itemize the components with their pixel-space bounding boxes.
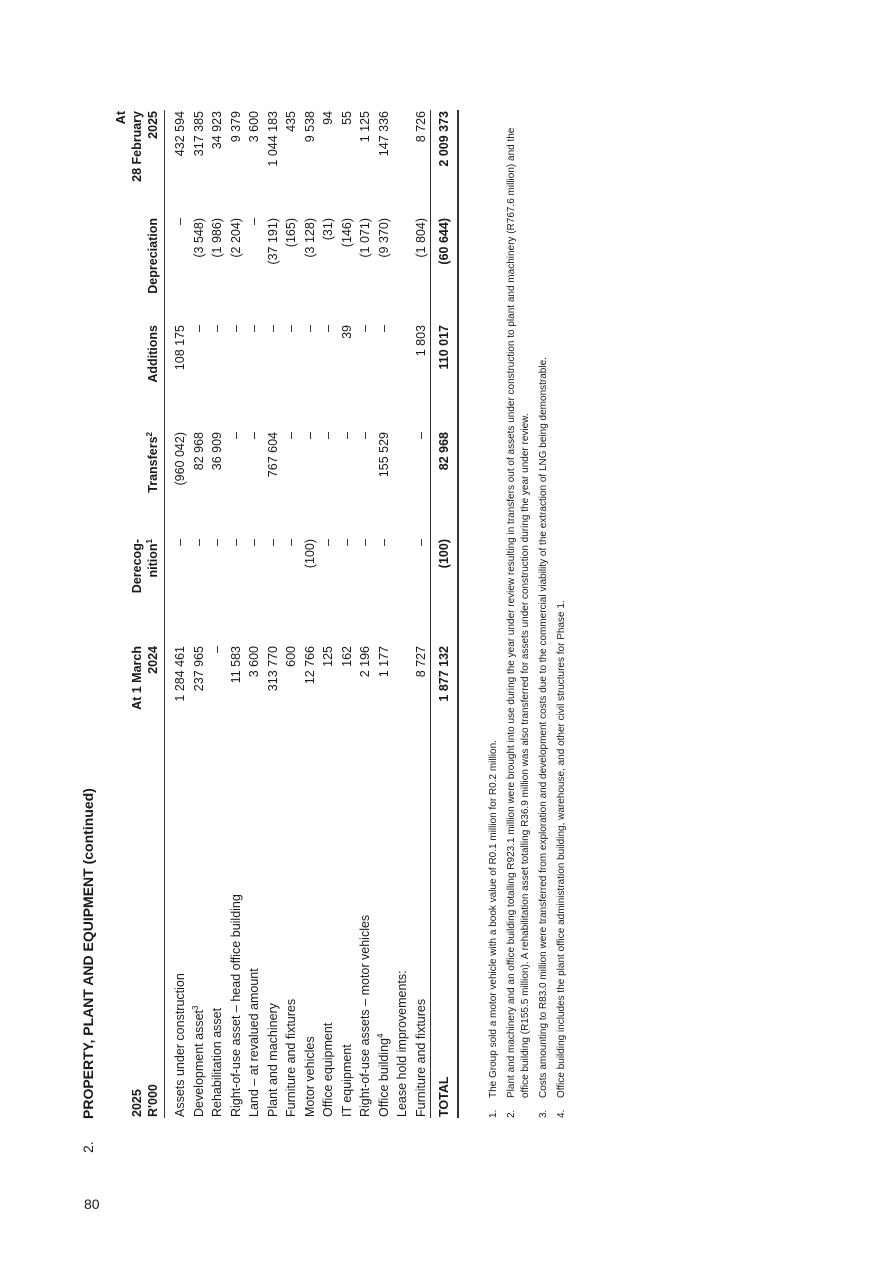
value-cell: 155 529 [376, 432, 391, 478]
footnote [555, 110, 569, 1118]
value-cell: (1 804) [413, 218, 428, 258]
table-row [356, 110, 375, 1118]
value-cell: 600 [284, 646, 298, 667]
value-cell: (1 071) [358, 218, 372, 258]
value-cell: – [284, 325, 298, 332]
total-row [431, 110, 458, 1118]
value-cell: 125 [321, 646, 335, 667]
column-header [113, 645, 165, 752]
footnotes [487, 110, 573, 1118]
row-label [301, 752, 320, 1118]
value-cell: – [284, 432, 298, 439]
total-value-cell: 82 968 [431, 431, 458, 538]
value-cell: – [321, 432, 335, 439]
value-cell: – [210, 539, 224, 546]
value-cell: – [191, 539, 206, 546]
row-label [245, 752, 264, 1118]
value-cell: (9 370) [376, 218, 391, 258]
total-value-cell: (100) [431, 538, 458, 645]
value-cell: (960 042) [173, 432, 187, 486]
column-header [113, 217, 165, 324]
value-cell: (3 128) [302, 218, 317, 258]
header-label [113, 752, 165, 1118]
value-cell: 8 727 [413, 646, 428, 678]
table-row [245, 110, 264, 1118]
column-header-line: 2024 [146, 646, 160, 674]
value-cell: 1 044 183 [265, 111, 280, 167]
footnote [487, 110, 501, 1118]
value-cell: – [228, 539, 243, 546]
footnote-ref: 2 [144, 432, 154, 437]
row-label [319, 752, 338, 1118]
value-cell: – [339, 539, 354, 546]
row-label-text: Lease hold improvements: [395, 970, 409, 1117]
row-label [338, 752, 357, 1118]
value-cell: – [247, 539, 261, 546]
value-cell: – [358, 539, 372, 546]
value-cell: – [210, 325, 224, 332]
row-label-text: Plant and machinery [265, 1003, 280, 1117]
value-cell: – [321, 539, 335, 546]
column-header-line: At 1 March [130, 646, 144, 710]
column-header-line: Depreciation [146, 218, 160, 294]
value-cell: (3 548) [191, 218, 206, 258]
value-cell [393, 217, 412, 324]
row-label [412, 752, 431, 1118]
column-header-line: At [114, 111, 128, 125]
value-cell: 8 726 [413, 111, 428, 143]
section-title: PROPERTY, PLANT AND EQUIPMENT (continued) [80, 788, 96, 1119]
row-label [227, 752, 246, 1118]
value-cell: – [247, 432, 261, 439]
header-row [113, 110, 165, 1118]
footnote-number: 1. [488, 1109, 499, 1118]
total-value-cell: (60 644) [431, 217, 458, 324]
row-label-text: Office equipment [321, 1022, 335, 1117]
value-cell [393, 431, 412, 538]
value-cell: 313 770 [265, 646, 280, 692]
row-label [171, 752, 190, 1118]
table-row [319, 110, 338, 1118]
value-cell: – [265, 539, 280, 546]
column-header [113, 324, 165, 431]
column-header-line: Additions [146, 325, 160, 383]
row-label-text: Rehabilitation asset [210, 1007, 224, 1117]
row-label-text: Office building [376, 1038, 391, 1117]
header-year: 2025 [130, 1089, 144, 1117]
table-row [282, 110, 301, 1118]
value-cell: (2 204) [228, 218, 243, 258]
value-cell: – [339, 432, 354, 439]
value-cell: – [191, 325, 206, 332]
value-cell: (1 986) [210, 218, 224, 258]
table-row [412, 110, 431, 1118]
value-cell: 108 175 [173, 325, 187, 371]
value-cell: – [284, 539, 298, 546]
row-label [208, 752, 227, 1118]
footnote-text: Costs amounting to R83.0 million were transferred from exploration and development costs due to the commercial viability of the extraction of LNG being demonstrable. [538, 357, 549, 1098]
table-row [227, 110, 246, 1118]
value-cell: 1 177 [376, 646, 391, 678]
table-body [165, 110, 458, 1118]
table-row [393, 110, 412, 1118]
row-label-text: Motor vehicles [302, 1036, 317, 1117]
value-cell [393, 538, 412, 645]
value-cell: – [228, 325, 243, 332]
value-cell: (146) [339, 218, 354, 248]
section-heading [80, 788, 96, 1153]
footnote-ref: 3 [190, 1005, 200, 1010]
value-cell: (37 191) [265, 218, 280, 265]
row-label-text: Assets under construction [173, 973, 187, 1117]
table-row [301, 110, 320, 1118]
footnote-number: 2. [506, 1109, 517, 1118]
value-cell: (100) [302, 539, 317, 569]
value-cell: – [302, 325, 317, 332]
row-label [375, 752, 394, 1118]
value-cell: 1 803 [413, 325, 428, 357]
header-unit: R'000 [146, 1084, 160, 1117]
value-cell: 9 538 [302, 111, 317, 143]
total-label: TOTAL [431, 752, 458, 1118]
value-cell: – [321, 325, 335, 332]
value-cell: 36 909 [210, 432, 224, 471]
value-cell [393, 110, 412, 217]
value-cell: (165) [284, 218, 298, 248]
footnote-number: 4. [556, 1109, 567, 1118]
value-cell: – [358, 432, 372, 439]
column-header-line: 28 February [130, 111, 144, 182]
value-cell [393, 324, 412, 431]
total-value-cell: 1 877 132 [431, 645, 458, 752]
value-cell: 3 600 [247, 111, 261, 143]
value-cell [393, 645, 412, 752]
value-cell: 11 583 [228, 646, 243, 684]
row-label-text: Development asset [191, 1009, 206, 1117]
value-cell: – [247, 218, 261, 225]
row-label [393, 752, 412, 1118]
value-cell: 432 594 [173, 111, 187, 157]
value-cell: – [173, 539, 187, 546]
value-cell: – [173, 218, 187, 225]
section-number: 2. [80, 1141, 96, 1153]
footnote-text: Plant and machinery and an office building totalling R923.1 million were brought into use during the year under review resulting in transfers out of assets under construction to plant and machinery (R767.6 million) and the office building (R155.5 million). A rehabilitation asset totalling R36.9 million was also transferred for assets under construction during the year under review. [506, 127, 531, 1098]
ppe-movement-table [113, 110, 459, 1118]
column-header-line: Derecog- [130, 539, 144, 594]
total-value-cell: 110 017 [431, 324, 458, 431]
value-cell: 3 600 [247, 646, 261, 678]
footnote [505, 110, 533, 1118]
footnote-ref: 1 [144, 539, 154, 544]
footnote-ref: 4 [375, 1033, 385, 1038]
column-header-line: nition [146, 543, 160, 578]
value-cell: – [413, 539, 428, 546]
table-row [338, 110, 357, 1118]
value-cell: 435 [284, 111, 298, 132]
row-label-text: Furniture and fixtures [284, 998, 298, 1117]
value-cell: 1 125 [358, 111, 372, 143]
row-label [282, 752, 301, 1118]
table-row [264, 110, 283, 1118]
footnote-text: Office building includes the plant office administration building, warehouse, and other civil structures for Phase 1. [556, 600, 567, 1098]
row-label-text: Furniture and fixtures [413, 998, 428, 1117]
row-label-text: Right-of-use assets – motor vehicles [358, 914, 372, 1117]
value-cell: – [376, 325, 391, 332]
value-cell: – [247, 325, 261, 332]
value-cell: 2 196 [358, 646, 372, 678]
row-label-text: Right-of-use asset – head office building [228, 894, 243, 1117]
footnote-text: The Group sold a motor vehicle with a book value of R0.1 million for R0.2 million. [488, 740, 499, 1098]
row-label [190, 752, 209, 1118]
value-cell: 237 965 [191, 646, 206, 692]
value-cell: 317 385 [191, 111, 206, 157]
value-cell: – [413, 432, 428, 439]
value-cell: 34 923 [210, 111, 224, 150]
footnote-number: 3. [538, 1109, 549, 1118]
value-cell: 9 379 [228, 111, 243, 143]
value-cell: 39 [339, 325, 354, 339]
table-row [375, 110, 394, 1118]
page-number: 80 [84, 1196, 100, 1212]
footnote [537, 110, 551, 1118]
row-label-text: Land – at revalued amount [247, 968, 261, 1117]
value-cell: (31) [321, 218, 335, 241]
row-label-text: IT equipment [339, 1044, 354, 1117]
value-cell: – [228, 432, 243, 439]
column-header [113, 110, 165, 217]
value-cell: 55 [339, 111, 354, 125]
column-header-line: 2025 [146, 111, 160, 139]
column-header [113, 431, 165, 538]
value-cell: – [265, 325, 280, 332]
column-header [113, 538, 165, 645]
row-label [264, 752, 283, 1118]
value-cell: 82 968 [191, 432, 206, 471]
table-row [171, 110, 190, 1118]
column-header-line: Transfers [146, 436, 160, 493]
total-value-cell: 2 009 373 [431, 110, 458, 217]
value-cell: 767 604 [265, 432, 280, 478]
row-label [356, 752, 375, 1118]
value-cell: – [302, 432, 317, 439]
value-cell: – [358, 325, 372, 332]
table-row [208, 110, 227, 1118]
value-cell: 162 [339, 646, 354, 667]
value-cell: 147 336 [376, 111, 391, 157]
value-cell: 94 [321, 111, 335, 125]
value-cell: 12 766 [302, 646, 317, 685]
value-cell: – [210, 646, 224, 653]
table-row [190, 110, 209, 1118]
value-cell: – [376, 539, 391, 546]
value-cell: 1 284 461 [173, 646, 187, 702]
table-header [113, 110, 165, 1118]
